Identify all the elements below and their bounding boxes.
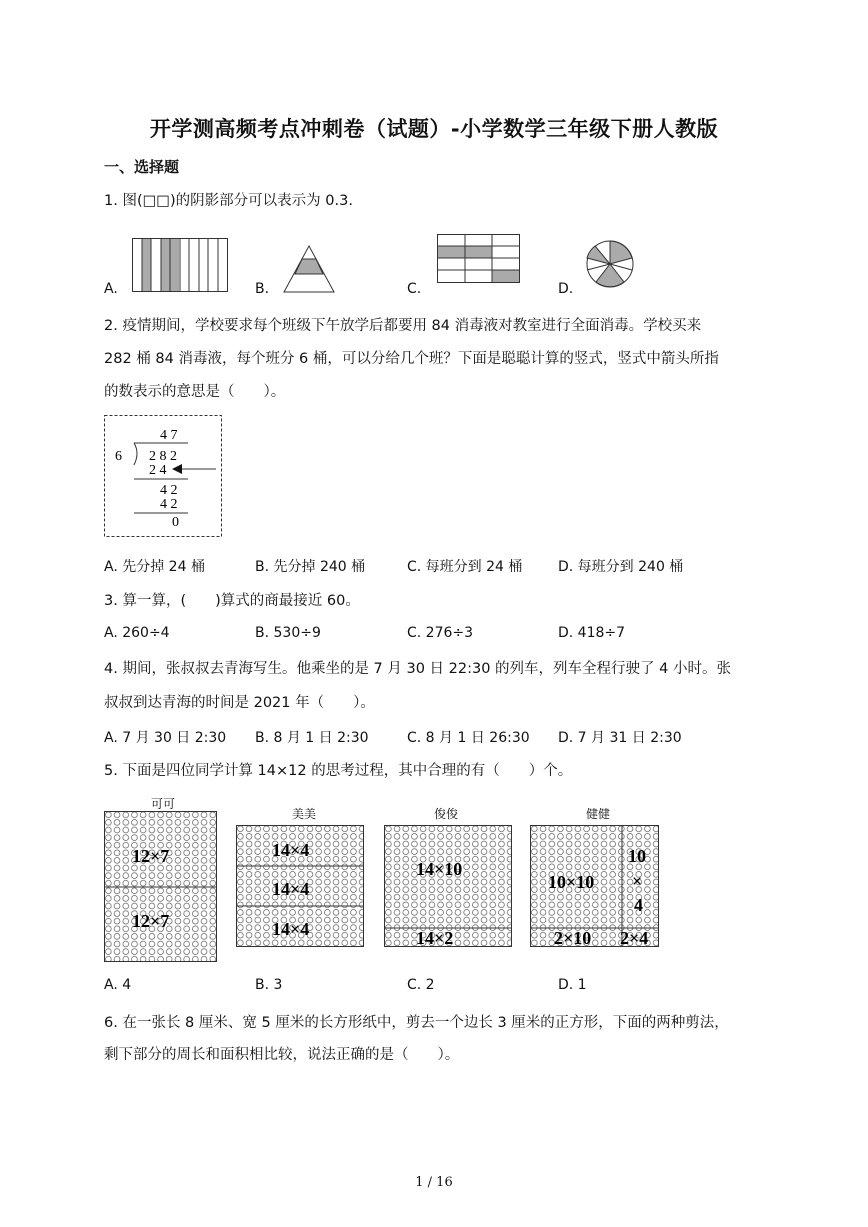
dot-grid-keke bbox=[104, 811, 218, 967]
q4-option-c[interactable]: C. 8 月 1 日 26:30 bbox=[407, 730, 530, 746]
student-name-jianjian: 健健 bbox=[586, 807, 611, 821]
q1-option-c[interactable]: C. bbox=[407, 281, 422, 297]
q2-option-d[interactable]: D. 每班分到 240 桶 bbox=[558, 559, 684, 575]
meimei-expression-1: 14×4 bbox=[272, 840, 310, 860]
q1-option-d[interactable]: D. bbox=[558, 281, 574, 297]
question-2-line1: 2. 疫情期间，学校要求每个班级下午放学后都要用 84 消毒液对教室进行全面消毒。学校买来 bbox=[104, 318, 702, 334]
section-heading: 一、选择题 bbox=[104, 158, 180, 176]
q3-option-a[interactable]: A. 260÷4 bbox=[104, 625, 170, 641]
question-3-text: 3. 算一算，( )算式的商最接近 60。 bbox=[104, 593, 360, 609]
q5-option-c[interactable]: C. 2 bbox=[407, 977, 435, 993]
student-name-meimei: 美美 bbox=[292, 807, 317, 821]
q5-option-a[interactable]: A. 4 bbox=[104, 977, 132, 993]
q3-options bbox=[104, 625, 804, 645]
q5-option-d[interactable]: D. 1 bbox=[558, 977, 587, 993]
arrow-icon bbox=[172, 464, 182, 474]
keke-top-expression: 12×7 bbox=[132, 846, 170, 866]
q3-option-b[interactable]: B. 530÷9 bbox=[255, 625, 321, 641]
q4-option-a[interactable]: A. 7 月 30 日 2:30 bbox=[104, 730, 227, 746]
q4-options bbox=[104, 727, 804, 747]
q3-option-c[interactable]: C. 276÷3 bbox=[407, 625, 474, 641]
q3-option-d[interactable]: D. 418÷7 bbox=[558, 625, 626, 641]
q4-option-b[interactable]: B. 8 月 1 日 2:30 bbox=[255, 730, 369, 746]
division-step2b: 4 2 bbox=[160, 497, 178, 512]
jianjian-side-times: × bbox=[632, 871, 643, 891]
division-divisor: 6 bbox=[115, 449, 122, 464]
student-name-keke: 可可 bbox=[151, 797, 176, 811]
page-number: 1 / 16 bbox=[415, 1175, 453, 1190]
question-2-line2: 282 桶 84 消毒液，每个班分 6 桶，可以分给几个班？下面是聪聪计算的竖式，竖式中箭头所指 bbox=[104, 351, 719, 367]
q2-option-b[interactable]: B. 先分掉 240 桶 bbox=[255, 559, 366, 575]
division-step2a: 4 2 bbox=[160, 483, 178, 498]
q1-option-b[interactable]: B. bbox=[255, 281, 270, 297]
jianjian-side-10: 10 bbox=[628, 846, 646, 866]
q5-option-b[interactable]: B. 3 bbox=[255, 977, 283, 993]
jianjian-bottom-expression: 2×10 bbox=[554, 928, 592, 948]
division-remainder: 0 bbox=[172, 515, 179, 530]
q2-option-a[interactable]: A. 先分掉 24 桶 bbox=[104, 559, 205, 575]
q4-option-d[interactable]: D. 7 月 31 日 2:30 bbox=[558, 730, 682, 746]
meimei-expression-3: 14×4 bbox=[272, 919, 310, 939]
student-name-junjun: 俊俊 bbox=[434, 807, 459, 821]
question-1-text: 1. 图(□□)的阴影部分可以表示为 0.3. bbox=[104, 193, 353, 209]
dot-grid-meimei bbox=[236, 825, 365, 952]
question-4-line2: 叔叔到达青海的时间是 2021 年（ ）。 bbox=[104, 695, 375, 711]
question-2-line3: 的数表示的意思是（ ）。 bbox=[104, 384, 286, 400]
question-6-line2: 剩下部分的周长和面积相比较，说法正确的是（ ）。 bbox=[104, 1047, 460, 1063]
jianjian-main-expression: 10×10 bbox=[548, 872, 595, 892]
division-dividend: 2 8 2 bbox=[149, 449, 177, 464]
meimei-expression-2: 14×4 bbox=[272, 879, 310, 899]
q1-options bbox=[104, 281, 804, 301]
division-step1: 2 4 bbox=[149, 463, 167, 478]
jianjian-side-4: 4 bbox=[634, 895, 643, 915]
q5-options bbox=[104, 977, 804, 997]
q1-figure-c bbox=[437, 234, 521, 288]
long-division-figure bbox=[104, 415, 224, 543]
junjun-bottom-expression: 14×2 bbox=[416, 928, 454, 948]
junjun-top-expression: 14×10 bbox=[416, 859, 463, 879]
keke-bottom-expression: 12×7 bbox=[132, 911, 170, 931]
dot-grid-jianjian bbox=[530, 825, 660, 952]
q1-option-a[interactable]: A. bbox=[104, 281, 118, 297]
jianjian-corner-expression: 2×4 bbox=[620, 928, 649, 948]
question-5-text: 5. 下面是四位同学计算 14×12 的思考过程，其中合理的有（ ）个。 bbox=[104, 763, 573, 779]
question-6-line1: 6. 在一张长 8 厘米、宽 5 厘米的长方形纸中，剪去一个边长 3 厘米的正方形，下面的两种剪法， bbox=[104, 1015, 729, 1031]
q2-options bbox=[104, 556, 804, 576]
q2-option-c[interactable]: C. 每班分到 24 桶 bbox=[407, 559, 523, 575]
dot-grid-junjun bbox=[384, 825, 513, 952]
page-title: 开学测高频考点冲刺卷（试题）-小学数学三年级下册人教版 bbox=[149, 117, 719, 141]
question-4-line1: 4. 期间，张叔叔去青海写生。他乘坐的是 7 月 30 日 22:30 的列车，列车全程行驶了 4 小时。张 bbox=[104, 661, 732, 677]
division-quotient: 4 7 bbox=[160, 428, 178, 443]
